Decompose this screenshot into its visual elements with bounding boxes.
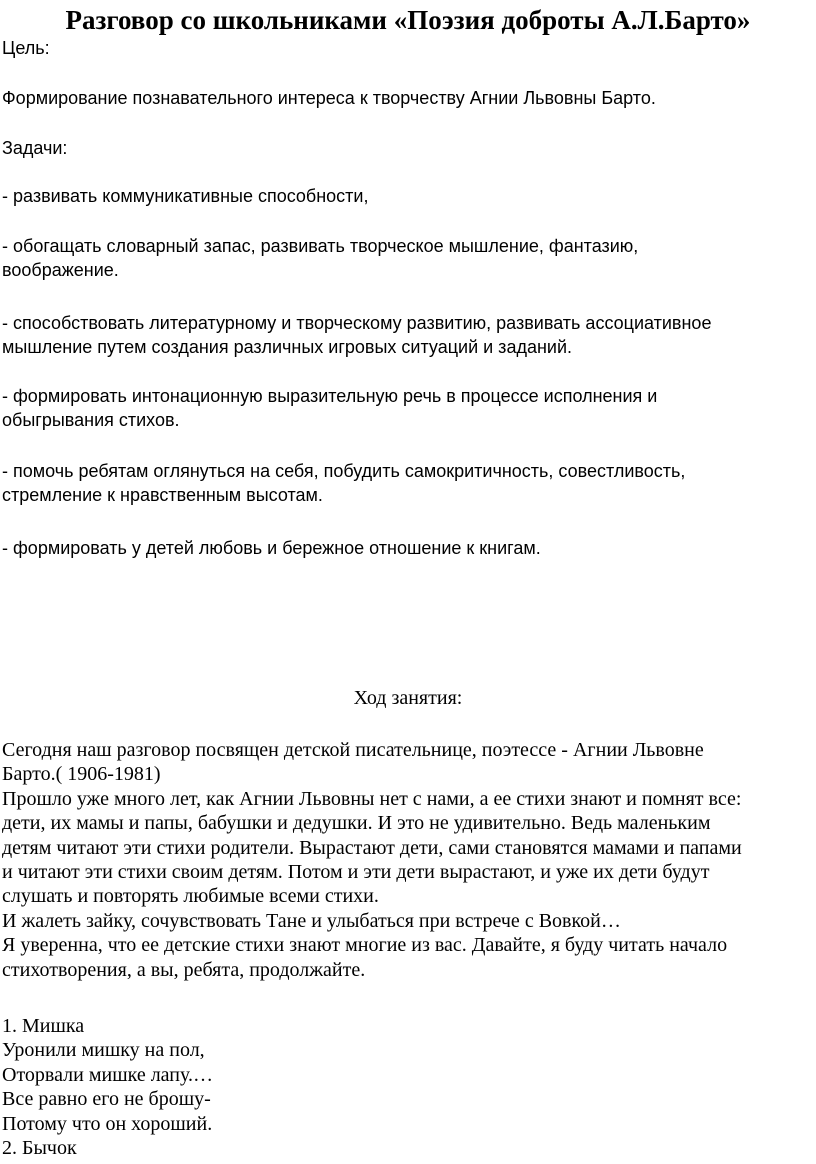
- task-item: - способствовать литературному и творческому развитию, развивать ассоциативное: [2, 313, 712, 333]
- document-title: Разговор со школьниками «Поэзия доброты А.Л.Барто»: [65, 5, 751, 35]
- poem-line: Потому что он хороший.: [2, 1112, 213, 1135]
- task-item: - формировать у детей любовь и бережное отношение к книгам.: [2, 538, 541, 558]
- tasks-label: Задачи:: [2, 138, 68, 158]
- lesson-line: Я уверенна, что ее детские стихи знают многие из вас. Давайте, я буду читать начало: [2, 934, 728, 957]
- lesson-line: детям читают эти стихи родители. Вырастают дети, сами становятся мамами и папами: [2, 836, 742, 859]
- lesson-line: дети, их мамы и папы, бабушки и дедушки. И это не удивительно. Ведь маленьким: [2, 812, 711, 835]
- poem-title: 2. Бычок: [2, 1137, 77, 1159]
- poem-line: Уронили мишку на пол,: [2, 1039, 205, 1062]
- lesson-line: Сегодня наш разговор посвящен детской писательнице, поэтессе - Агнии Львовне: [2, 739, 704, 761]
- lesson-line: И жалеть зайку, сочувствовать Тане и улыбаться при встрече с Вовкой…: [2, 909, 621, 932]
- task-item-continuation: стремление к нравственным высотам.: [2, 485, 323, 505]
- lesson-line: Прошло уже много лет, как Агнии Львовны нет с нами, а ее стихи знают и помнят все:: [2, 787, 742, 810]
- poem-title: 1. Мишка: [2, 1015, 85, 1037]
- task-item-continuation: воображение.: [2, 260, 119, 280]
- task-item: - развивать коммуникативные способности,: [2, 186, 369, 206]
- task-item-continuation: обыгрывания стихов.: [2, 410, 180, 430]
- goal-label: Цель:: [2, 38, 50, 58]
- task-item: - обогащать словарный запас, развивать творческое мышление, фантазию,: [2, 236, 639, 256]
- task-item: - формировать интонационную выразительную речь в процессе исполнения и: [2, 386, 658, 406]
- lesson-line: стихотворения, а вы, ребята, продолжайте.: [2, 958, 366, 981]
- poem-line: Все равно его не брошу-: [2, 1088, 211, 1111]
- task-item: - помочь ребятам оглянуться на себя, побудить самокритичность, совестливость,: [2, 461, 686, 481]
- lesson-heading: Ход занятия:: [353, 687, 463, 709]
- goal-text: Формирование познавательного интереса к творчеству Агнии Львовны Барто.: [2, 88, 656, 108]
- lesson-line: слушать и повторять любимые всеми стихи.: [2, 885, 379, 908]
- task-item-continuation: мышление путем создания различных игровых ситуаций и заданий.: [2, 337, 573, 357]
- lesson-line: Барто.( 1906-1981): [2, 763, 161, 786]
- lesson-line: и читают эти стихи своим детям. Потом и эти дети вырастают, и уже их дети будут: [2, 861, 710, 883]
- poem-line: Оторвали мишке лапу.…: [2, 1063, 213, 1086]
